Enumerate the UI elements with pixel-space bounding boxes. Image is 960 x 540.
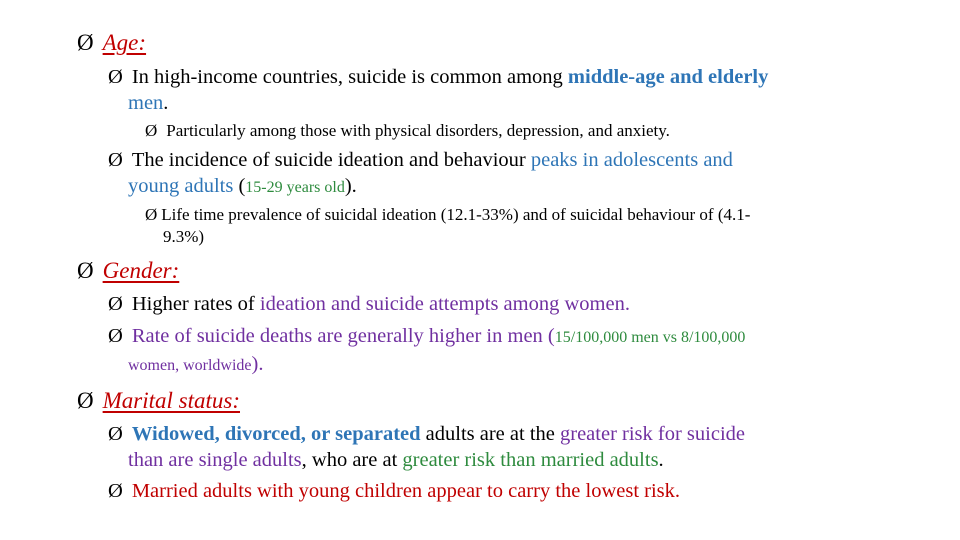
- marital-b1-period: .: [658, 449, 664, 471]
- gender-heading: [77, 258, 179, 284]
- marital-heading-text: Marital status:: [102, 388, 240, 413]
- gender-b2-text: Rate of suicide deaths are generally higher in men (: [131, 325, 555, 347]
- gender-bullet-2: [108, 323, 745, 379]
- arrow-bullet-icon: Ø: [145, 121, 158, 140]
- gender-b1-highlight: ideation and suicide attempts among women.: [259, 293, 630, 315]
- age-b2-peaks: peaks in adolescents and: [530, 149, 733, 171]
- arrow-bullet-icon: Ø: [108, 149, 123, 171]
- marital-b2-text: Married adults with young children appear to carry the lowest risk.: [131, 480, 681, 502]
- marital-bullet-1: [108, 421, 745, 473]
- age-b2-close: ).: [344, 175, 357, 197]
- age-b1-sub-text: Particularly among those with physical disorders, depression, and anxiety.: [166, 121, 670, 140]
- age-b1-period: .: [163, 92, 169, 114]
- age-b2-sub-text: Life time prevalence of suicidal ideation (12.1-33%) and of suicidal behaviour of (4.1-: [161, 205, 751, 224]
- gender-b1-text: Higher rates of: [131, 293, 260, 315]
- marital-b1-greater: greater risk for suicide: [560, 423, 745, 445]
- gender-bullet-1: [108, 291, 630, 317]
- arrow-bullet-icon: Ø: [77, 30, 94, 55]
- marital-b1-who: , who are at: [301, 449, 403, 471]
- age-subbullet-1: [145, 120, 670, 142]
- arrow-bullet-icon: Ø: [108, 325, 123, 347]
- arrow-bullet-icon: Ø: [108, 293, 123, 315]
- arrow-bullet-icon: Ø: [108, 423, 123, 445]
- gender-b2-women: women, worldwide: [128, 357, 252, 374]
- age-b1-text: In high-income countries, suicide is common among: [131, 66, 568, 88]
- age-b2-sub-text-2: 9.3%): [163, 227, 205, 246]
- marital-heading: [77, 388, 240, 414]
- arrow-bullet-icon: Ø: [77, 388, 94, 413]
- gender-heading-text: Gender:: [102, 258, 180, 283]
- age-b1-men: men: [128, 92, 164, 114]
- marital-b1-married: greater risk than married adults: [402, 449, 659, 471]
- age-b2-young: young adults: [128, 175, 234, 197]
- age-bullet-2: [108, 147, 733, 201]
- age-b1-highlight: middle-age and elderly: [567, 66, 769, 88]
- arrow-bullet-icon: Ø: [108, 480, 123, 502]
- arrow-bullet-icon: Ø: [77, 258, 94, 283]
- age-b2-paren: (: [233, 175, 246, 197]
- age-subbullet-2: [145, 204, 750, 248]
- marital-b1-text: adults are at the: [420, 423, 560, 445]
- age-heading: [77, 30, 146, 56]
- gender-b2-rates: 15/100,000 men vs 8/100,000: [554, 329, 746, 346]
- age-bullet-1: [108, 64, 768, 116]
- marital-bullet-2: [108, 478, 680, 504]
- arrow-bullet-icon: Ø: [145, 205, 158, 224]
- age-b2-text: The incidence of suicide ideation and behaviour: [131, 149, 531, 171]
- gender-b2-close: ).: [251, 353, 264, 375]
- marital-b1-single: than are single adults: [128, 449, 302, 471]
- age-b2-years: 15-29 years old: [245, 179, 345, 196]
- marital-b1-widowed: Widowed, divorced, or separated: [131, 423, 421, 445]
- arrow-bullet-icon: Ø: [108, 66, 123, 88]
- age-heading-text: Age:: [102, 30, 147, 55]
